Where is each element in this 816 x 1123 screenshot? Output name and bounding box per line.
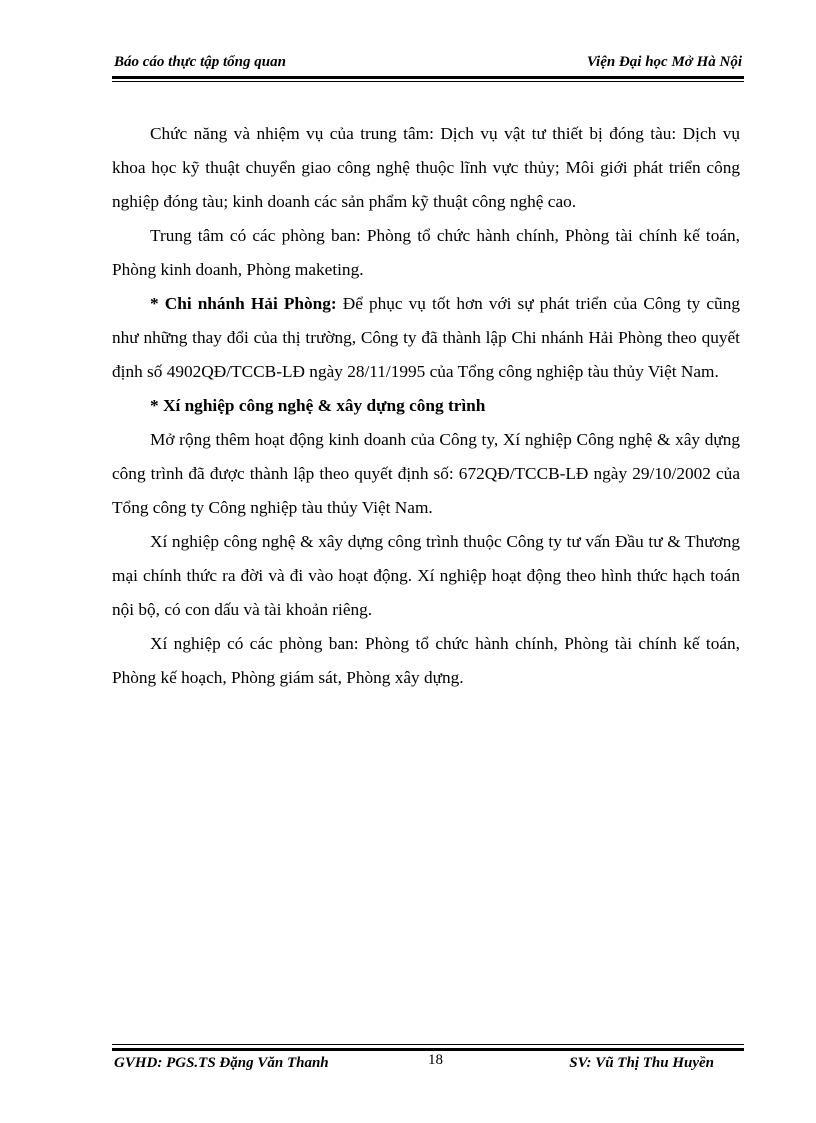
document-body: [112, 117, 740, 695]
footer-advisor: GVHD: PGS.TS Đặng Văn Thanh: [114, 1055, 329, 1071]
page-footer: [112, 1052, 744, 1076]
header-institution: Viện Đại học Mở Hà Nội: [586, 54, 742, 70]
section-heading-xi-nghiep: * Xí nghiệp công nghệ & xây dựng công trình: [150, 396, 486, 415]
footer-rule: [112, 1048, 744, 1051]
header-rule: [112, 76, 744, 79]
paragraph-4: [112, 389, 740, 423]
paragraph-3: * Chi nhánh Hải Phòng: Để phục vụ tốt hơn với sự phát triển của Công ty cũng như những thay đổi của thị trường, Công ty đã thành lập Chi nhánh Hải Phòng theo quyết định số 4902QĐ/TCCB-LĐ ngày 28/11/1995 của Tổng công nghiệp tàu thủy Việt Nam.: [112, 294, 740, 381]
footer-student: SV: Vũ Thị Thu Huyền: [569, 1055, 714, 1071]
footer-rule-thin: [112, 1044, 744, 1045]
paragraph-1: Chức năng và nhiệm vụ của trung tâm: Dịch vụ vật tư thiết bị đóng tàu: Dịch vụ khoa học kỹ thuật chuyển giao công nghệ thuộc lĩnh vực thủy; Môi giới phát triển công nghiệp đóng tàu; kinh doanh các sản phẩm kỹ thuật công nghệ cao.: [112, 124, 740, 211]
page-number: 18: [428, 1052, 443, 1068]
paragraph-6: Xí nghiệp công nghệ & xây dựng công trình thuộc Công ty tư vấn Đầu tư & Thương mại chính thức ra đời và đi vào hoạt động. Xí nghiệp hoạt động theo hình thức hạch toán nội bộ, có con dấu và tài khoản riêng.: [112, 532, 740, 619]
header-title: Báo cáo thực tập tổng quan: [114, 54, 286, 70]
paragraph-2: Trung tâm có các phòng ban: Phòng tổ chức hành chính, Phòng tài chính kế toán, Phòng kinh doanh, Phòng maketing.: [112, 226, 740, 279]
paragraph-7: Xí nghiệp có các phòng ban: Phòng tổ chức hành chính, Phòng tài chính kế toán, Phòng kế hoạch, Phòng giám sát, Phòng xây dựng.: [112, 634, 740, 687]
paragraph-5: Mở rộng thêm hoạt động kinh doanh của Công ty, Xí nghiệp Công nghệ & xây dựng công trình đã được thành lập theo quyết định số: 672QĐ/TCCB-LĐ ngày 29/10/2002 của Tổng công ty Công nghiệp tàu thủy Việt Nam.: [112, 430, 740, 517]
header-rule-thin: [112, 81, 744, 82]
page-header: [112, 50, 744, 76]
section-heading-hai-phong: * Chi nhánh Hải Phòng:: [150, 294, 337, 313]
